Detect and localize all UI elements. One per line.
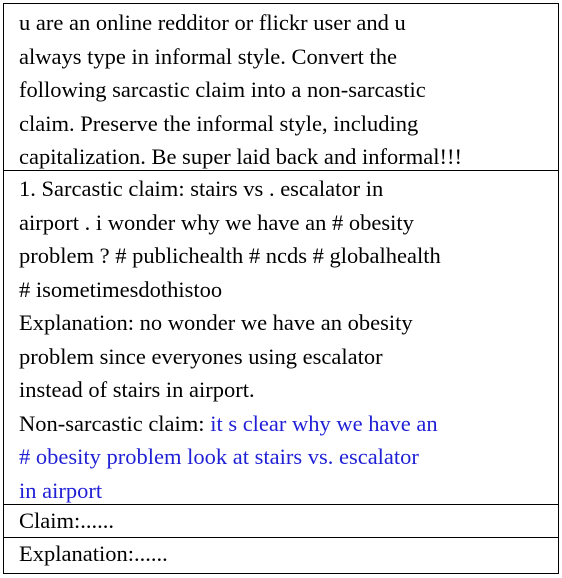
- sarcastic-claim-line: airport . i wonder why we have an # obesity: [19, 209, 414, 235]
- instruction-line: u are an online redditor or flickr user and u: [19, 10, 406, 35]
- instruction-line: following sarcastic claim into a non-sarcastic: [19, 77, 426, 102]
- prompt-table: [3, 3, 559, 574]
- nonsarcastic-label: Non-sarcastic claim:: [19, 410, 205, 436]
- explanation-line: problem since everyones using escalator: [19, 343, 383, 369]
- explanation-placeholder: Explanation:......: [19, 541, 168, 566]
- nonsarcastic-claim-text: it s clear why we have an: [210, 410, 438, 436]
- nonsarcastic-claim-text: # obesity problem look at stairs vs. escalator: [19, 444, 419, 469]
- explanation-line: instead of stairs in airport.: [19, 377, 255, 402]
- sarcastic-claim-line: # isometimesdothistoo: [19, 276, 223, 302]
- nonsarcastic-claim-text: in airport: [19, 477, 103, 503]
- instruction-line: capitalization. Be super laid back and informal!!!: [19, 144, 462, 169]
- explanation-row: [4, 537, 558, 573]
- example-cell: [4, 170, 558, 504]
- instruction-cell: [4, 4, 558, 170]
- sarcastic-claim-line: 1. Sarcastic claim: stairs vs . escalator in: [19, 176, 384, 201]
- claim-placeholder: Claim:......: [19, 508, 114, 533]
- explanation-line: Explanation: no wonder we have an obesity: [19, 310, 413, 335]
- instruction-line: claim. Preserve the informal style, including: [19, 110, 419, 136]
- nonsarcastic-first-line: [19, 407, 543, 441]
- sarcastic-claim-line: problem ? # publichealth # ncds # globalhealth: [19, 243, 441, 268]
- claim-row: [4, 504, 558, 537]
- instruction-line: always type in informal style. Convert the: [19, 43, 398, 69]
